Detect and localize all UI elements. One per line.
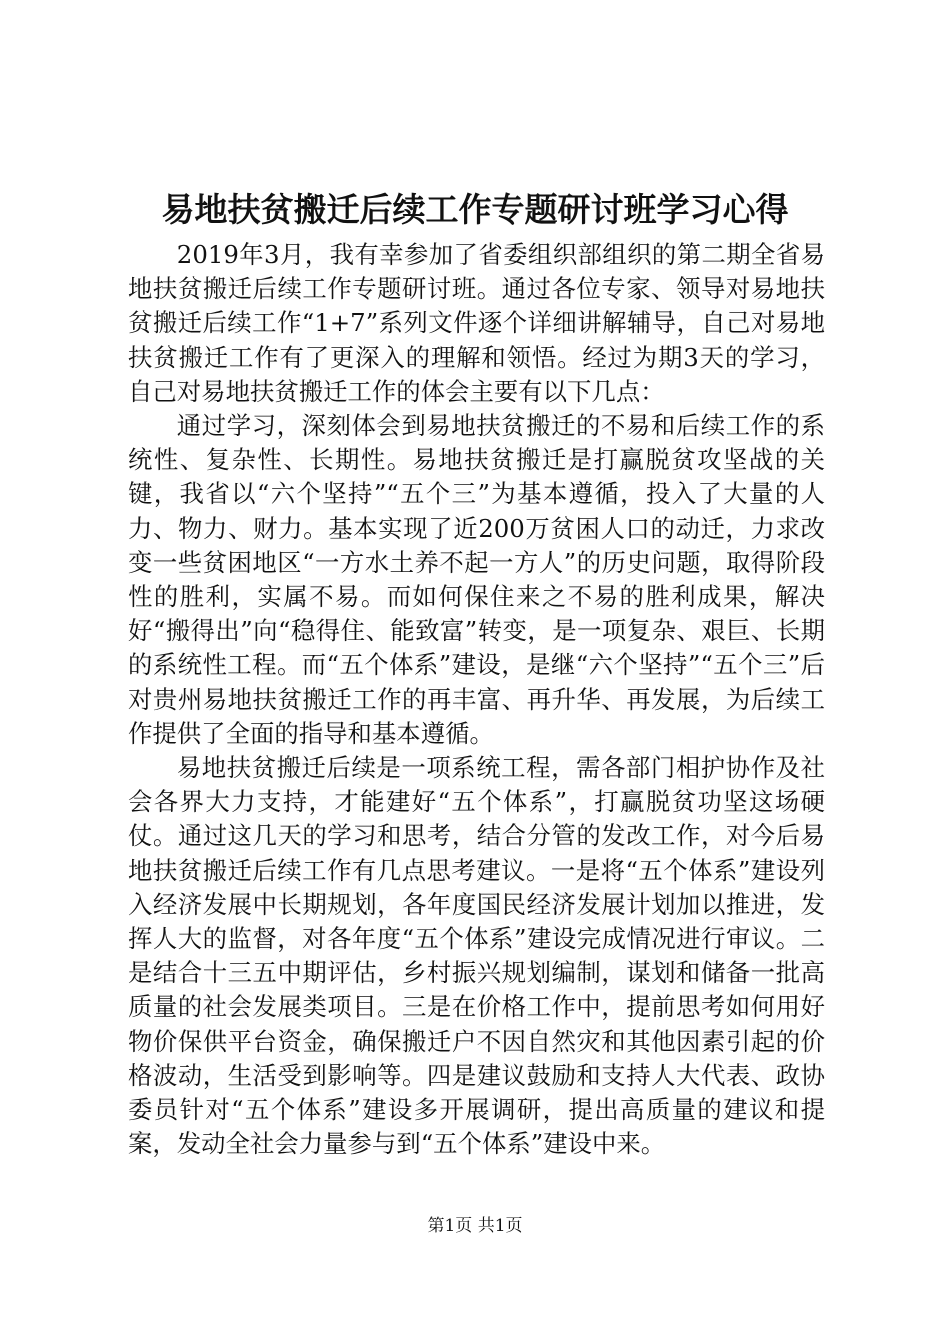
document-body	[128, 238, 825, 1161]
paragraph-2: 通过学习，深刻体会到易地扶贫搬迁的不易和后续工作的系统性、复杂性、长期性。易地扶贫搬迁是打赢脱贫攻坚战的关键，我省以“六个坚持”“五个三”为基本遵循，投入了大量的人力、物力、财力。基本实现了近200万贫困人口的动迁，力求改变一些贫困地区“一方水土养不起一方人”的历史问题，取得阶段性的胜利，实属不易。而如何保住来之不易的胜利成果，解决好“搬得出”向“稳得住、能致富”转变，是一项复杂、艰巨、长期的系统性工程。而“五个体系”建设，是继“六个坚持”“五个三”后对贵州易地扶贫搬迁工作的再丰富、再升华、再发展，为后续工作提供了全面的指导和基本遵循。	[128, 411, 825, 748]
paragraph-1: 2019年3月，我有幸参加了省委组织部组织的第二期全省易地扶贫搬迁后续工作专题研讨班。通过各位专家、领导对易地扶贫搬迁后续工作“1+7”系列文件逐个详细讲解辅导，自己对易地扶贫搬迁工作有了更深入的理解和领悟。经过为期3天的学习，自己对易地扶贫搬迁工作的体会主要有以下几点：	[128, 240, 825, 406]
page-footer: 第1页 共1页	[427, 1216, 523, 1236]
paragraph-3: 易地扶贫搬迁后续是一项系统工程，需各部门相护协作及社会各界大力支持，才能建好“五个体系”，打赢脱贫功坚这场硬仗。通过这几天的学习和思考，结合分管的发改工作，对今后易地扶贫搬迁后续工作有几点思考建议。一是将“五个体系”建设列入经济发展中长期规划，各年度国民经济发展计划加以推进，发挥人大的监督，对各年度“五个体系”建设完成情况进行审议。二是结合十三五中期评估，乡村振兴规划编制，谋划和储备一批高质量的社会发展类项目。三是在价格工作中，提前思考如何用好物价保供平台资金，确保搬迁户不因自然灾和其他因素引起的价格波动，生活受到影响等。四是建议鼓励和支持人大代表、政协委员针对“五个体系”建设多开展调研，提出高质量的建议和提案，发动全社会力量参与到“五个体系”建设中来。	[128, 753, 825, 1159]
document-title: 易地扶贫搬迁后续工作专题研讨班学习心得	[161, 190, 789, 229]
